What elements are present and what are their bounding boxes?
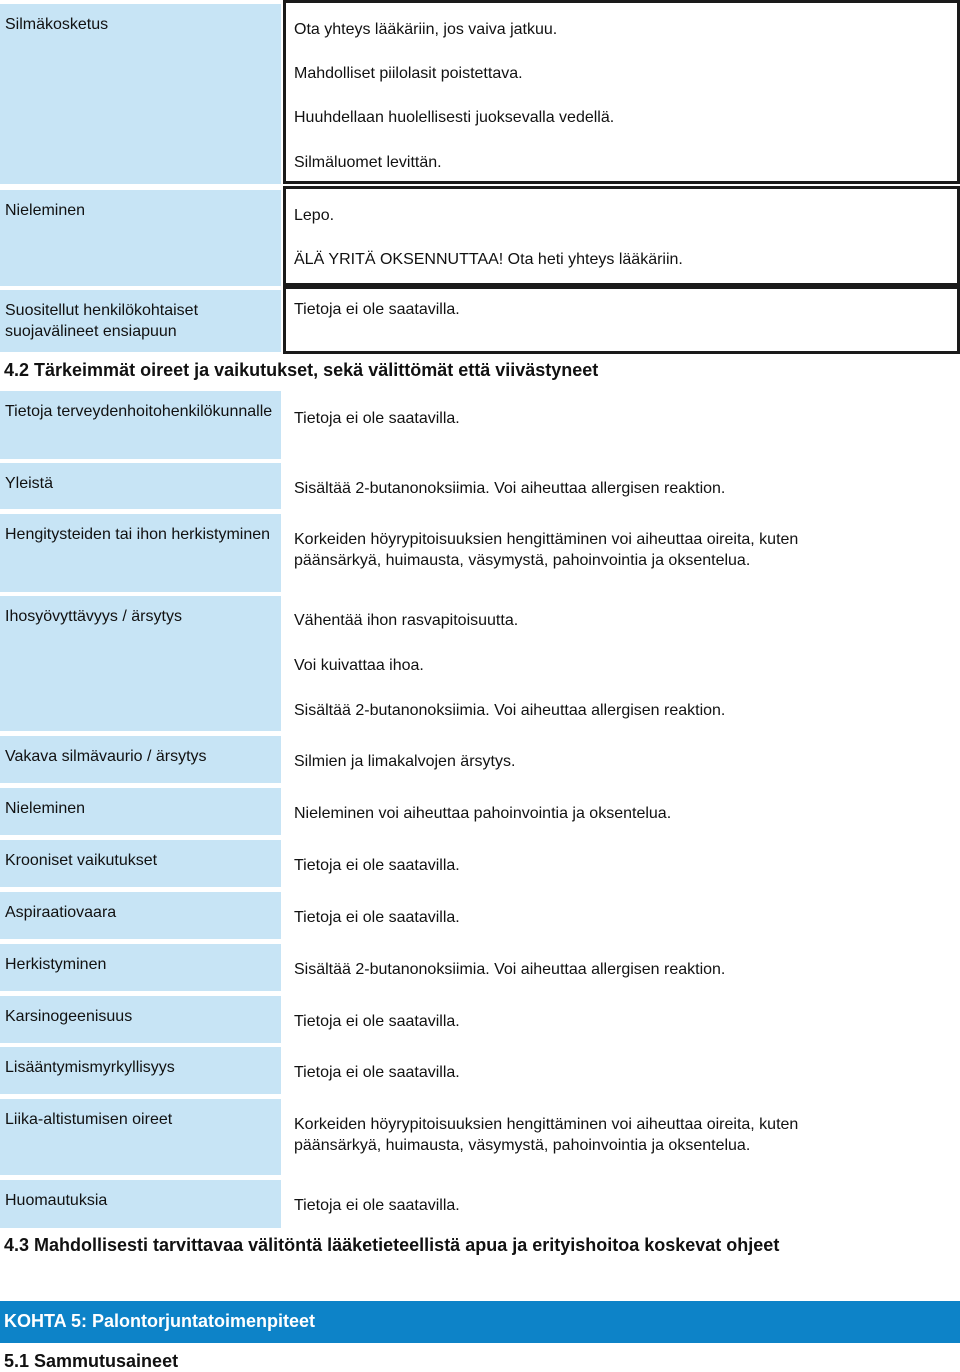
row-value: Korkeiden höyrypitoisuuksien hengittäminen voi aiheuttaa oireita, kuten päänsärkyä, huimausta, väsymystä, pahoinvointia ja oksentelua. <box>294 1116 799 1154</box>
table-row <box>0 1047 960 1094</box>
row-value <box>283 996 960 1043</box>
row-value: Korkeiden höyrypitoisuuksien hengittäminen voi aiheuttaa oireita, kuten päänsärkyä, huimausta, väsymystä, pahoinvointia ja oksentelua. <box>294 531 799 569</box>
value-line: Mahdolliset piilolasit poistettava. <box>294 65 523 82</box>
value-line: Silmäluomet levittän. <box>294 154 442 171</box>
row-value <box>283 1047 960 1094</box>
row-value <box>283 1180 960 1228</box>
row-label: Yleistä <box>0 463 281 509</box>
row-value <box>283 596 960 731</box>
table-row-ingestion <box>0 190 960 286</box>
row-value <box>283 0 960 184</box>
row-value <box>283 463 960 509</box>
table-row <box>0 391 960 459</box>
row-value <box>283 736 960 783</box>
row-label: Herkistyminen <box>0 944 281 991</box>
row-label: Tietoja terveydenhoitohenkilökunnalle <box>0 391 281 459</box>
value-line: Tietoja ei ole saatavilla. <box>294 1064 460 1081</box>
value-line: Tietoja ei ole saatavilla. <box>294 301 460 318</box>
row-value <box>283 788 960 835</box>
row-label: Suositellut henkilökohtaiset suojavälineet ensiapuun <box>0 290 281 352</box>
value-line: ÄLÄ YRITÄ OKSENNUTTAA! Ota heti yhteys lääkäriin. <box>294 251 683 268</box>
table-row <box>0 996 960 1043</box>
value-line: Tietoja ei ole saatavilla. <box>294 410 460 427</box>
value-line: Tietoja ei ole saatavilla. <box>294 857 460 874</box>
row-value <box>283 286 960 354</box>
section-header: KOHTA 5: Palontorjuntatoimenpiteet <box>0 1301 960 1343</box>
row-label: Huomautuksia <box>0 1180 281 1228</box>
table-row <box>0 892 960 939</box>
table-row <box>0 596 960 731</box>
value-line: Tietoja ei ole saatavilla. <box>294 1197 460 1214</box>
row-label: Silmäkosketus <box>0 4 281 184</box>
heading-5-1: 5.1 Sammutusaineet <box>4 1351 179 1371</box>
row-value <box>283 944 960 991</box>
table-row <box>0 944 960 991</box>
row-value <box>283 840 960 887</box>
row-label: Vakava silmävaurio / ärsytys <box>0 736 281 783</box>
value-line: Huuhdellaan huolellisesti juoksevalla vedellä. <box>294 109 615 126</box>
table-row <box>0 1099 960 1175</box>
value-line: Vähentää ihon rasvapitoisuutta. <box>294 612 519 629</box>
row-label: Ihosyövyttävyys / ärsytys <box>0 596 281 731</box>
table-row <box>0 1180 960 1228</box>
row-label: Lisääntymismyrkyllisyys <box>0 1047 281 1094</box>
row-value <box>283 391 960 459</box>
row-label: Nieleminen <box>0 190 281 286</box>
value-line: Lepo. <box>294 207 335 224</box>
table-row-eye-contact <box>0 4 960 184</box>
row-label: Liika-altistumisen oireet <box>0 1099 281 1175</box>
row-value <box>283 892 960 939</box>
heading-4-3: 4.3 Mahdollisesti tarvittavaa välitöntä lääketieteellistä apua ja erityishoitoa koskevat ohjeet <box>4 1235 780 1255</box>
table-row <box>0 514 960 592</box>
row-label: Krooniset vaikutukset <box>0 840 281 887</box>
value-line: Ota yhteys lääkäriin, jos vaiva jatkuu. <box>294 21 558 38</box>
value-line: Silmien ja limakalvojen ärsytys. <box>294 753 516 770</box>
table-row <box>0 463 960 509</box>
value-line: Sisältää 2-butanonoksiimia. Voi aiheuttaa allergisen reaktion. <box>294 961 726 978</box>
row-label: Hengitysteiden tai ihon herkistyminen <box>0 514 281 592</box>
value-line: Tietoja ei ole saatavilla. <box>294 909 460 926</box>
value-line: Tietoja ei ole saatavilla. <box>294 1013 460 1030</box>
row-label: Nieleminen <box>0 788 281 835</box>
table-row <box>0 736 960 783</box>
value-line: Sisältää 2-butanonoksiimia. Voi aiheuttaa allergisen reaktion. <box>294 702 726 719</box>
value-line: Nieleminen voi aiheuttaa pahoinvointia ja oksentelua. <box>294 805 672 822</box>
table-row-first-aid-ppe <box>0 290 960 352</box>
row-value <box>283 186 960 286</box>
row-label: Aspiraatiovaara <box>0 892 281 939</box>
value-line: Sisältää 2-butanonoksiimia. Voi aiheuttaa allergisen reaktion. <box>294 480 726 497</box>
value-line: Voi kuivattaa ihoa. <box>294 657 424 674</box>
table-row <box>0 788 960 835</box>
row-label: Karsinogeenisuus <box>0 996 281 1043</box>
table-row <box>0 840 960 887</box>
heading-4-2: 4.2 Tärkeimmät oireet ja vaikutukset, sekä välittömät että viivästyneet <box>4 360 599 380</box>
